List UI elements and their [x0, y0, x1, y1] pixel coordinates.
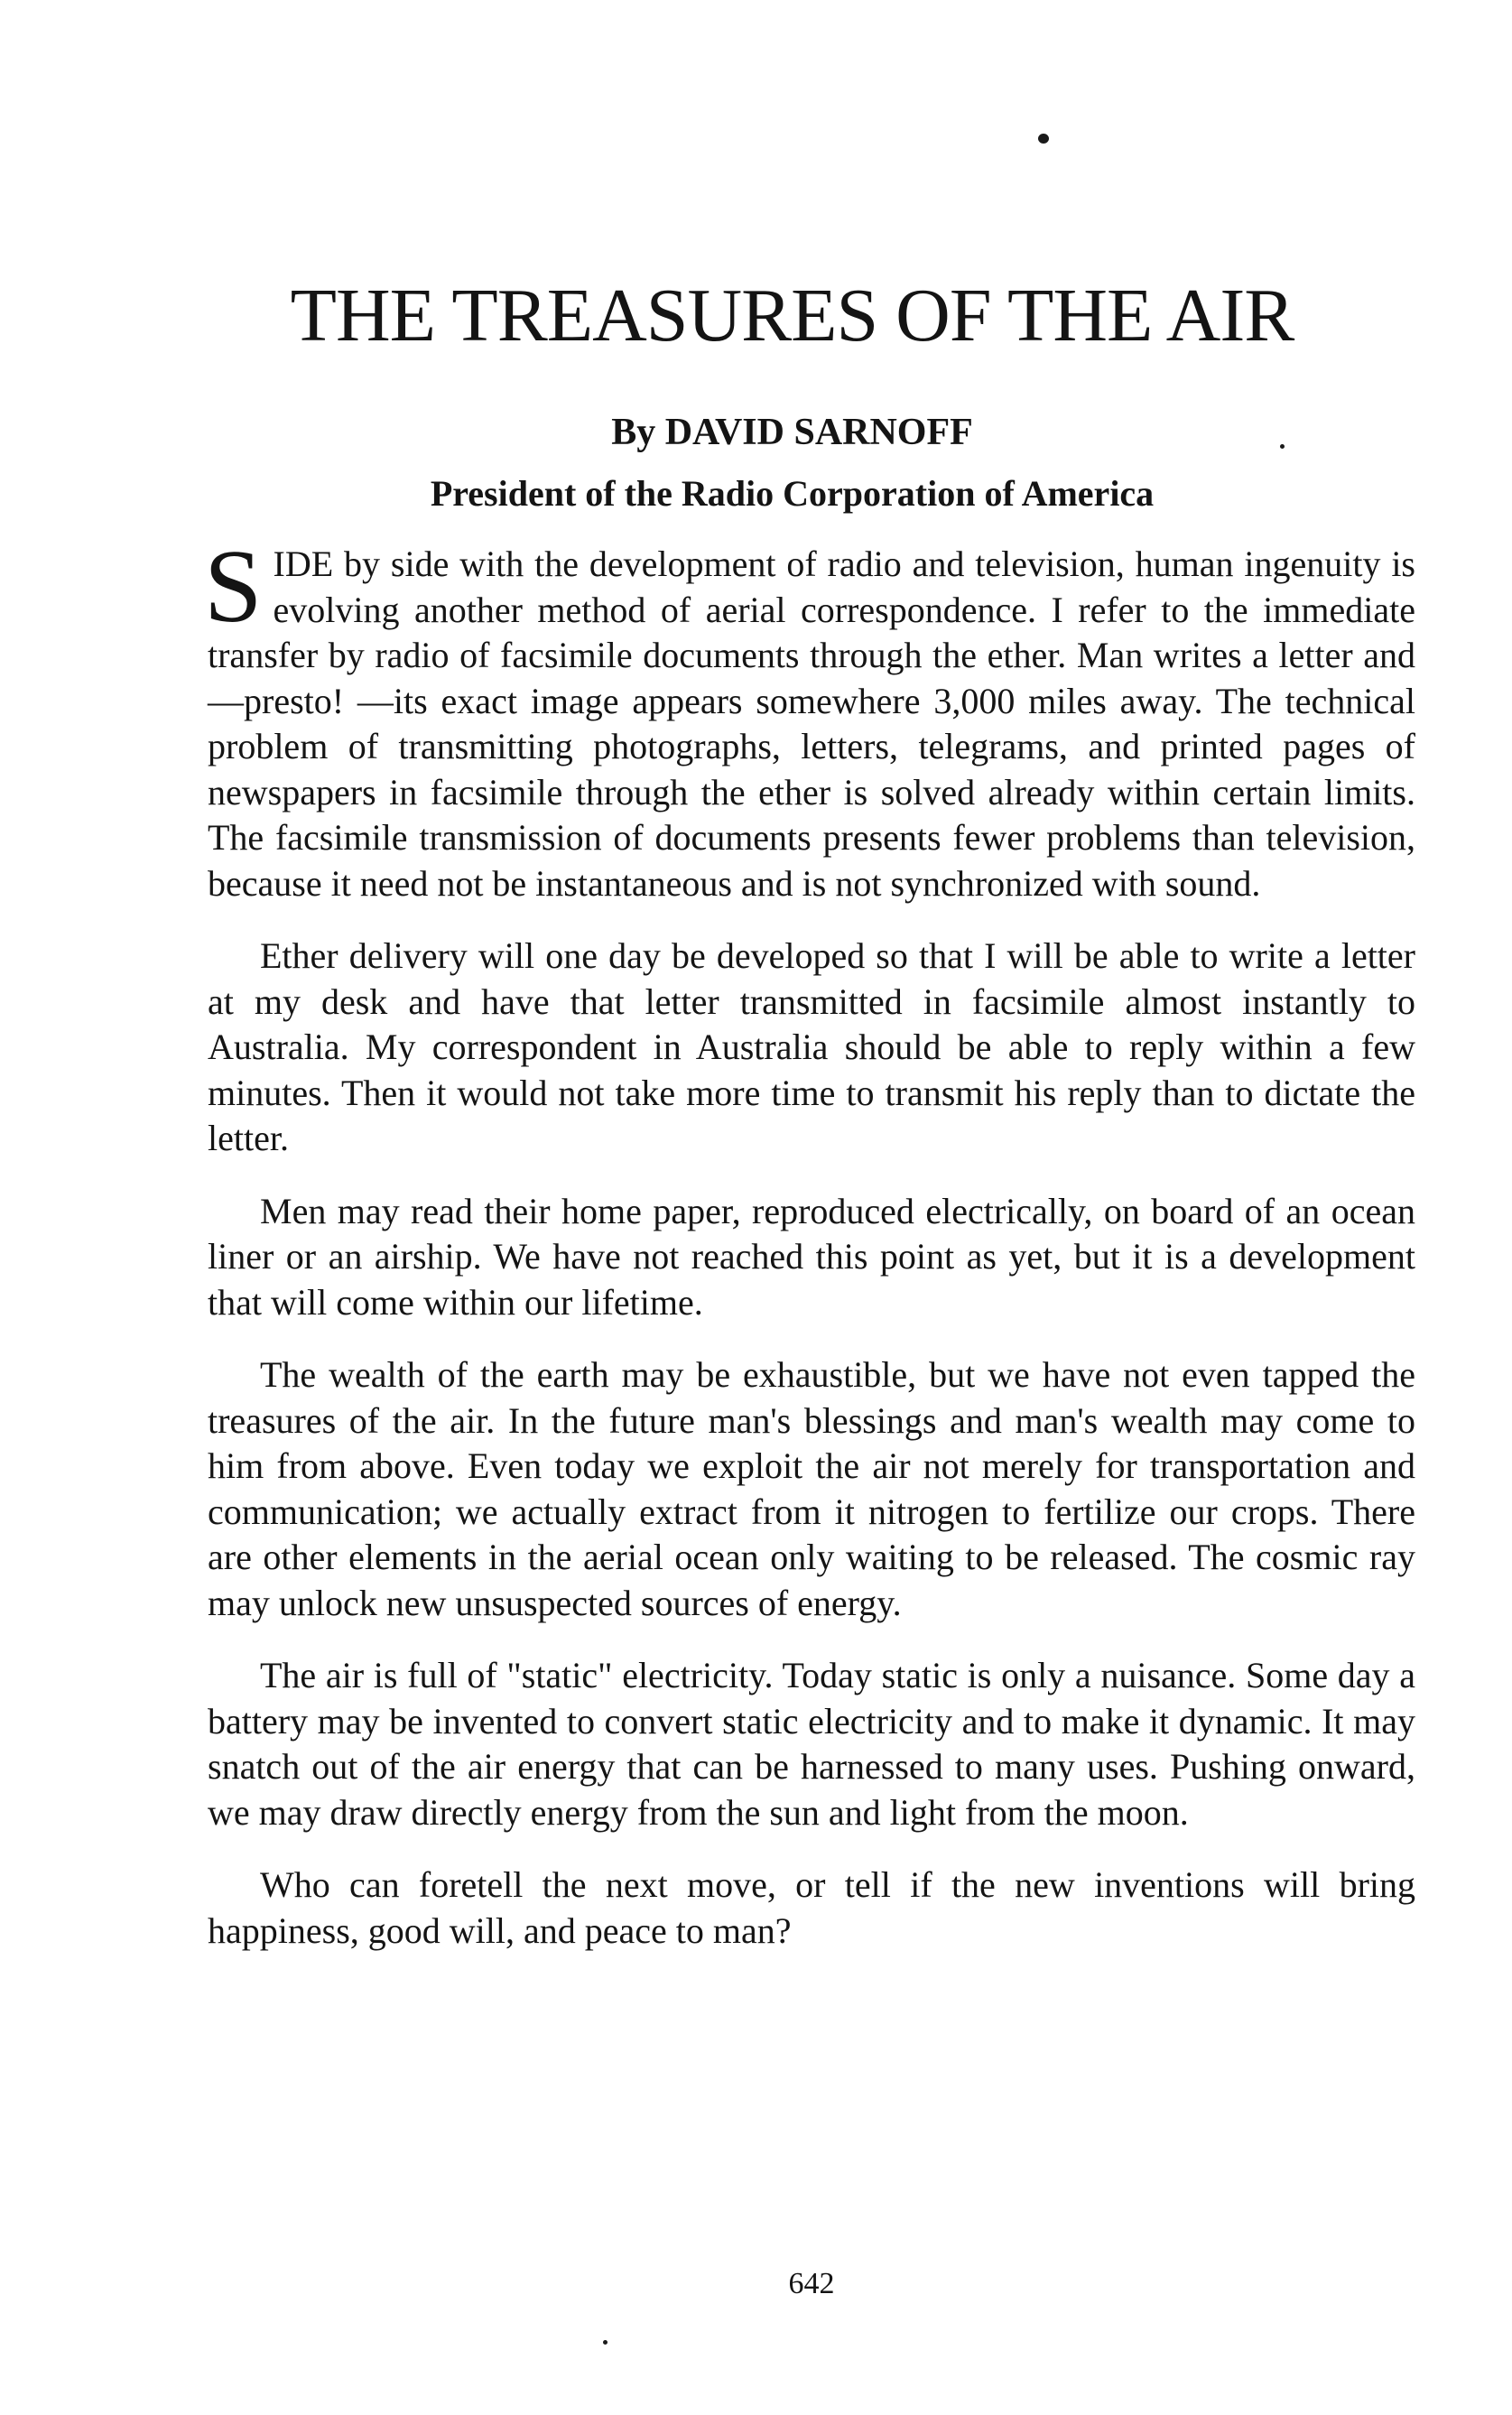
ink-speck-bottom: [603, 2340, 608, 2345]
article-body: [204, 529, 1415, 1981]
paragraph-3: Men may read their home paper, reproduced electrically, on board of an ocean liner or an airship. We have not reached this point as yet, but it is a development that will come within our lifetime.: [208, 1190, 1415, 1323]
paragraph-1-text: IDE by side with the development of radio and television, human ingenuity is evolving another method of aerial correspondence. I refer to the immediate transfer by radio of facsimile documents through the ether. Man writes a letter and—presto! —its exact image appears somewhere 3,000 miles away. The technical problem of transmitting photographs, letters, telegrams, and printed pages of newspapers in facsimile through the ether is solved already within certain limits. The facsimile transmission of documents presents fewer problems than television, because it need not be instantaneous and is not synchronized with sound.: [208, 543, 1415, 904]
paragraph-6: Who can foretell the next move, or tell if the new inventions will bring happiness, good will, and peace to man?: [208, 1864, 1415, 1951]
article-title: THE TREASURES OF THE AIR: [290, 274, 1294, 358]
author-affiliation: President of the Radio Corporation of America: [430, 473, 1155, 514]
paragraph-2: Ether delivery will one day be developed so that I will be able to write a letter at my desk and have that letter transmitted in facsimile almost instantly to Australia. My correspondent in Australia should be able to reply within a few minutes. Then it would not take more time to transmit his reply than to dictate the letter.: [208, 935, 1415, 1158]
paragraph-4: The wealth of the earth may be exhaustible, but we have not even tapped the treasures of the air. In the future man's blessings and man's wealth may come to him from above. Even today we exploit the air not merely for transportation and communication; we actually extract from it nitrogen to fertilize our crops. There are other elements in the aerial ocean only waiting to be released. The cosmic ray may unlock new unsuspected sources of energy.: [208, 1354, 1415, 1623]
paragraph-1: [204, 529, 1415, 906]
ink-speck-top: [1038, 134, 1049, 144]
paragraph-5: The air is full of "static" electricity. Today static is only a nuisance. Some day a battery may be invented to convert static electricity and to make it dynamic. It may snatch out of the air energy that can be harnessed to many uses. Pushing onward, we may draw directly energy from the sun and light from the moon.: [208, 1655, 1415, 1833]
drop-cap: S: [204, 529, 263, 645]
article-byline: By DAVID SARNOFF: [611, 412, 973, 453]
page-number: 642: [788, 2267, 835, 2300]
